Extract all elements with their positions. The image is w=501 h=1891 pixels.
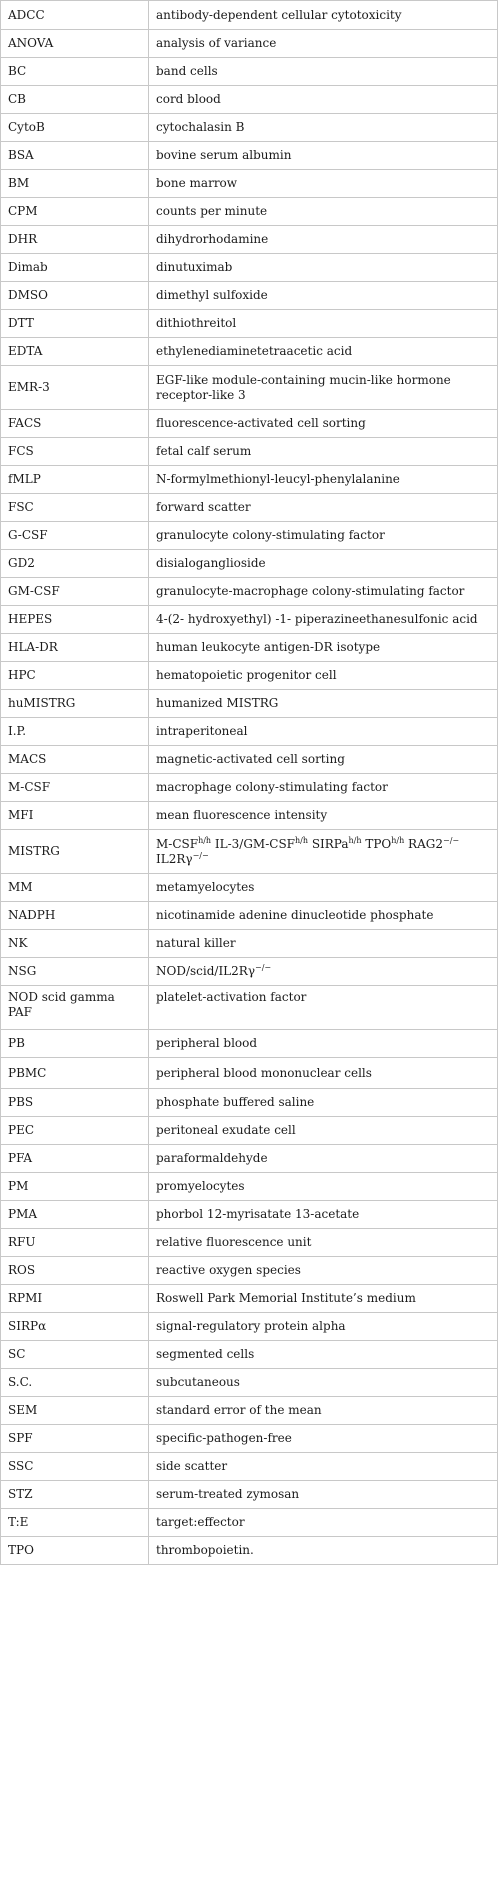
abbreviation-definition: granulocyte-macrophage colony-stimulating factor xyxy=(149,578,498,606)
table-row xyxy=(1,1425,498,1453)
table-row xyxy=(1,958,498,986)
abbreviation-definition: target:effector xyxy=(149,1509,498,1537)
definition-superscript: h/h xyxy=(198,835,212,845)
abbreviation-term: ADCC xyxy=(1,1,149,30)
table-row xyxy=(1,606,498,634)
table-row xyxy=(1,662,498,690)
abbreviation-term: RFU xyxy=(1,1229,149,1257)
abbreviation-definition: dinutuximab xyxy=(149,254,498,282)
definition-superscript: −/− xyxy=(255,963,272,972)
definition-superscript: h/h xyxy=(295,835,308,845)
table-row xyxy=(1,1453,498,1481)
abbreviation-definition: Roswell Park Memorial Institute’s medium xyxy=(149,1285,498,1313)
abbreviation-term: RPMI xyxy=(1,1285,149,1313)
abbreviation-definition: disialoganglioside xyxy=(149,550,498,578)
table-row xyxy=(1,830,498,874)
table-row xyxy=(1,1369,498,1397)
abbreviation-term: SC xyxy=(1,1341,149,1369)
table-row xyxy=(1,930,498,958)
abbreviation-term: HEPES xyxy=(1,606,149,634)
abbreviation-term: CPM xyxy=(1,198,149,226)
table-row xyxy=(1,254,498,282)
abbreviation-definition: magnetic-activated cell sorting xyxy=(149,746,498,774)
definition-part: IL2Rγ xyxy=(156,851,193,866)
table-row xyxy=(1,1341,498,1369)
abbreviation-term: FSC xyxy=(1,494,149,522)
definition-part: TPO xyxy=(361,836,392,851)
abbreviation-term: FACS xyxy=(1,410,149,438)
abbreviation-term: GD2 xyxy=(1,550,149,578)
table-row xyxy=(1,1229,498,1257)
table-row xyxy=(1,1481,498,1509)
abbreviation-definition: metamyelocytes xyxy=(149,874,498,902)
definition-superscript: h/h xyxy=(391,835,405,845)
abbreviation-definition: segmented cells xyxy=(149,1341,498,1369)
abbreviation-term: SSC xyxy=(1,1453,149,1481)
abbreviation-definition: fetal calf serum xyxy=(149,438,498,466)
table-row xyxy=(1,1030,498,1058)
abbreviation-term: MFI xyxy=(1,802,149,830)
table-row xyxy=(1,690,498,718)
table-row xyxy=(1,494,498,522)
abbreviation-term: MM xyxy=(1,874,149,902)
table-row xyxy=(1,986,498,1030)
table-row xyxy=(1,1201,498,1229)
abbreviation-term: G-CSF xyxy=(1,522,149,550)
abbreviation-definition: peripheral blood mononuclear cells xyxy=(149,1058,498,1089)
abbreviation-definition: serum-treated zymosan xyxy=(149,1481,498,1509)
table-row xyxy=(1,86,498,114)
abbreviation-definition: promyelocytes xyxy=(149,1173,498,1201)
abbreviation-definition: hematopoietic progenitor cell xyxy=(149,662,498,690)
abbreviation-definition: reactive oxygen species xyxy=(149,1257,498,1285)
table-row xyxy=(1,1397,498,1425)
abbreviation-term: BC xyxy=(1,58,149,86)
abbreviation-term: FCS xyxy=(1,438,149,466)
table-row xyxy=(1,1313,498,1341)
definition-part: NOD/scid/IL2Rγ xyxy=(156,964,255,978)
table-row xyxy=(1,1257,498,1285)
abbreviation-term: DHR xyxy=(1,226,149,254)
abbreviation-definition: antibody-dependent cellular cytotoxicity xyxy=(149,1,498,30)
abbreviation-term: NADPH xyxy=(1,902,149,930)
table-row xyxy=(1,114,498,142)
abbreviation-term: SIRPα xyxy=(1,1313,149,1341)
abbreviation-definition: mean fluorescence intensity xyxy=(149,802,498,830)
abbreviation-term: PM xyxy=(1,1173,149,1201)
abbreviation-term: PBS xyxy=(1,1089,149,1117)
abbreviation-term: BSA xyxy=(1,142,149,170)
abbreviation-term: PEC xyxy=(1,1117,149,1145)
table-row xyxy=(1,746,498,774)
abbreviation-definition: peritoneal exudate cell xyxy=(149,1117,498,1145)
table-row xyxy=(1,1537,498,1565)
abbreviation-definition: fluorescence-activated cell sorting xyxy=(149,410,498,438)
abbreviation-term: huMISTRG xyxy=(1,690,149,718)
abbreviation-definition: macrophage colony-stimulating factor xyxy=(149,774,498,802)
table-row xyxy=(1,550,498,578)
abbreviation-definition: bone marrow xyxy=(149,170,498,198)
abbreviation-definition: band cells xyxy=(149,58,498,86)
table-row xyxy=(1,578,498,606)
abbreviation-term: BM xyxy=(1,170,149,198)
abbreviation-definition: specific-pathogen-free xyxy=(149,1425,498,1453)
table-row xyxy=(1,902,498,930)
abbreviation-definition: human leukocyte antigen-DR isotype xyxy=(149,634,498,662)
abbreviation-definition: 4-(2- hydroxyethyl) -1- piperazineethanesulfonic acid xyxy=(149,606,498,634)
table-row xyxy=(1,338,498,366)
abbreviation-definition: N-formylmethionyl-leucyl-phenylalanine xyxy=(149,466,498,494)
abbreviation-definition: paraformaldehyde xyxy=(149,1145,498,1173)
abbreviation-definition: ethylenediaminetetraacetic acid xyxy=(149,338,498,366)
abbreviation-definition: nicotinamide adenine dinucleotide phosphate xyxy=(149,902,498,930)
abbreviation-term: CytoB xyxy=(1,114,149,142)
abbreviation-definition: bovine serum albumin xyxy=(149,142,498,170)
abbreviation-definition: relative fluorescence unit xyxy=(149,1229,498,1257)
table-row xyxy=(1,1,498,30)
abbreviation-term: SPF xyxy=(1,1425,149,1453)
definition-part: SIRPa xyxy=(308,836,349,851)
abbreviation-definition: dithiothreitol xyxy=(149,310,498,338)
table-row xyxy=(1,634,498,662)
abbreviation-term: HPC xyxy=(1,662,149,690)
definition-superscript: h/h xyxy=(348,835,362,845)
abbreviation-term: ROS xyxy=(1,1257,149,1285)
abbreviation-term: CB xyxy=(1,86,149,114)
abbreviation-definition: thrombopoietin. xyxy=(149,1537,498,1565)
abbreviation-definition: cord blood xyxy=(149,86,498,114)
abbreviation-term: T:E xyxy=(1,1509,149,1537)
table-row xyxy=(1,366,498,410)
abbreviation-term: TPO xyxy=(1,1537,149,1565)
table-row xyxy=(1,522,498,550)
abbreviation-term: GM-CSF xyxy=(1,578,149,606)
abbreviation-term: EMR-3 xyxy=(1,366,149,410)
definition-part: M-CSF xyxy=(156,836,199,851)
abbreviation-definition: EGF-like module-containing mucin-like hormone receptor-like 3 xyxy=(149,366,498,410)
abbreviation-term: HLA-DR xyxy=(1,634,149,662)
table-row xyxy=(1,198,498,226)
abbreviation-definition: side scatter xyxy=(149,1453,498,1481)
definition-superscript: −/− xyxy=(192,850,209,860)
table-row xyxy=(1,438,498,466)
abbreviation-definition: counts per minute xyxy=(149,198,498,226)
table-row xyxy=(1,30,498,58)
abbreviation-term: DTT xyxy=(1,310,149,338)
definition-superscript: −/− xyxy=(442,835,460,845)
abbreviation-definition: peripheral blood xyxy=(149,1030,498,1058)
abbreviation-term: PMA xyxy=(1,1201,149,1229)
abbreviation-term: DMSO xyxy=(1,282,149,310)
abbreviation-term: PFA xyxy=(1,1145,149,1173)
table-row xyxy=(1,774,498,802)
definition-part: IL-3/GM-CSF xyxy=(211,836,295,851)
abbreviation-term: EDTA xyxy=(1,338,149,366)
table-row xyxy=(1,802,498,830)
abbreviation-definition: dihydrorhodamine xyxy=(149,226,498,254)
definition-part: RAG2 xyxy=(404,836,443,851)
table-row xyxy=(1,1285,498,1313)
abbreviation-definition: natural killer xyxy=(149,930,498,958)
abbreviation-definition: analysis of variance xyxy=(149,30,498,58)
abbreviation-term: PB xyxy=(1,1030,149,1058)
abbreviation-definition: phorbol 12-myrisatate 13-acetate xyxy=(149,1201,498,1229)
table-row xyxy=(1,466,498,494)
abbreviation-definition: intraperitoneal xyxy=(149,718,498,746)
abbreviation-term: S.C. xyxy=(1,1369,149,1397)
abbreviation-term: STZ xyxy=(1,1481,149,1509)
abbreviation-term: SEM xyxy=(1,1397,149,1425)
abbreviation-term: NSG xyxy=(1,958,149,986)
abbreviation-definition: phosphate buffered saline xyxy=(149,1089,498,1117)
abbreviation-term: MACS xyxy=(1,746,149,774)
abbreviation-term: MISTRG xyxy=(1,830,149,874)
abbreviation-definition: forward scatter xyxy=(149,494,498,522)
table-row xyxy=(1,142,498,170)
abbreviation-definition: platelet-activation factor xyxy=(149,986,498,1030)
table-row xyxy=(1,410,498,438)
abbreviation-definition: dimethyl sulfoxide xyxy=(149,282,498,310)
abbreviation-definition: humanized MISTRG xyxy=(149,690,498,718)
table-row xyxy=(1,58,498,86)
abbreviation-definition: cytochalasin B xyxy=(149,114,498,142)
table-row xyxy=(1,718,498,746)
abbreviation-definition-nsg xyxy=(149,958,498,986)
abbreviation-definition-mistrg xyxy=(149,830,498,874)
abbreviation-definition: subcutaneous xyxy=(149,1369,498,1397)
table-row xyxy=(1,874,498,902)
table-row xyxy=(1,282,498,310)
abbreviation-definition: signal-regulatory protein alpha xyxy=(149,1313,498,1341)
abbreviation-term: PBMC xyxy=(1,1058,149,1089)
abbreviation-term: NK xyxy=(1,930,149,958)
abbreviation-term: Dimab xyxy=(1,254,149,282)
abbreviation-definition: standard error of the mean xyxy=(149,1397,498,1425)
abbreviation-term: M-CSF xyxy=(1,774,149,802)
abbreviation-term: ANOVA xyxy=(1,30,149,58)
abbreviation-term: fMLP xyxy=(1,466,149,494)
table-row xyxy=(1,226,498,254)
abbreviation-definition: granulocyte colony-stimulating factor xyxy=(149,522,498,550)
table-row xyxy=(1,1145,498,1173)
table-row xyxy=(1,1509,498,1537)
abbreviation-term: I.P. xyxy=(1,718,149,746)
abbreviation-term: NOD scid gamma PAF xyxy=(1,986,149,1030)
table-row xyxy=(1,1173,498,1201)
table-row xyxy=(1,1089,498,1117)
table-row xyxy=(1,170,498,198)
table-row xyxy=(1,1117,498,1145)
table-row xyxy=(1,1058,498,1089)
table-row xyxy=(1,310,498,338)
